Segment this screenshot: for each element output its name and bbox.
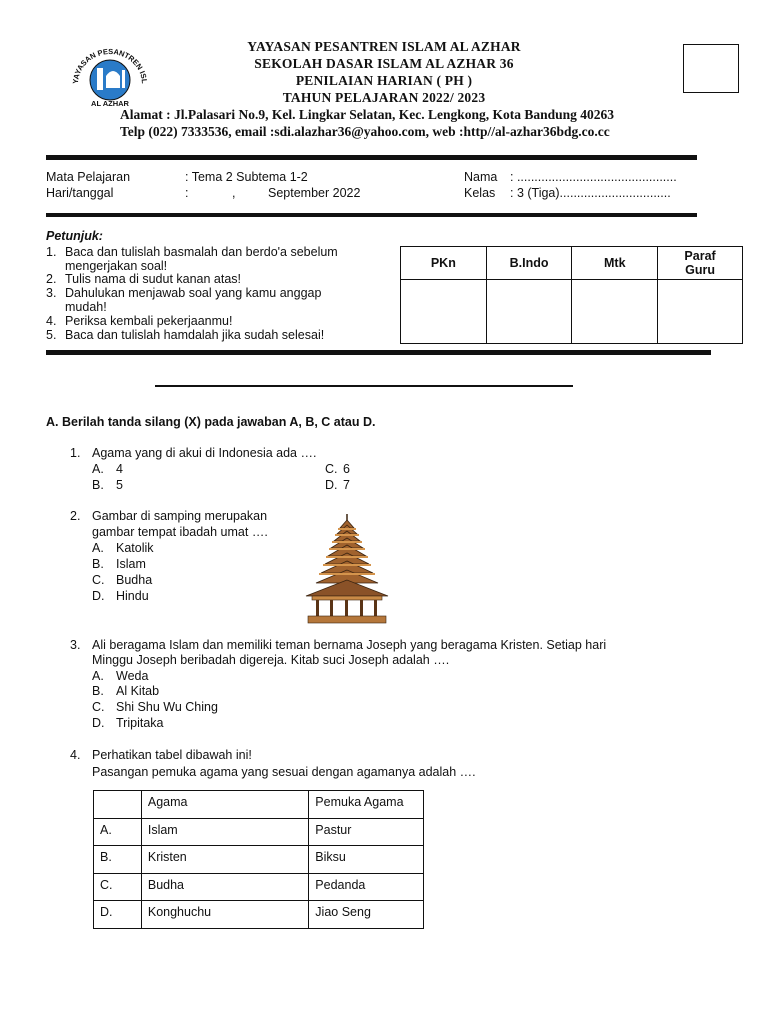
table-cell: Pastur — [309, 818, 424, 846]
question-text: gambar tempat ibadah umat …. — [92, 525, 268, 539]
score-table — [400, 246, 743, 344]
table-row — [94, 901, 424, 929]
question-number: 4. — [70, 748, 81, 762]
table-cell: Biksu — [309, 846, 424, 874]
table-header-cell — [94, 791, 142, 819]
option-d[interactable] — [92, 716, 164, 730]
score-header-bindo: B.Indo — [486, 247, 572, 280]
table-cell: Jiao Seng — [309, 901, 424, 929]
option-c[interactable] — [92, 700, 218, 714]
option-key: A. — [92, 541, 104, 555]
mapel-value: : Tema 2 Subtema 1-2 — [185, 170, 308, 184]
option-value: 5 — [116, 478, 123, 492]
pura-temple-icon — [302, 512, 392, 626]
option-c[interactable] — [325, 462, 350, 476]
score-header-pkn: PKn — [401, 247, 487, 280]
option-b[interactable] — [92, 557, 146, 571]
question-number: 2. — [70, 509, 81, 523]
question-number: 1. — [70, 446, 81, 460]
option-a[interactable] — [92, 541, 154, 555]
petunjuk-text: Baca dan tulislah basmalah dan berdo'a sebelum — [65, 245, 338, 259]
table-cell: Kristen — [141, 846, 308, 874]
table-cell: C. — [94, 873, 142, 901]
option-key: B. — [92, 557, 104, 571]
option-a[interactable] — [92, 669, 149, 683]
option-value: Shi Shu Wu Ching — [116, 700, 218, 714]
petunjuk-text: Periksa kembali pekerjaanmu! — [65, 314, 233, 328]
table-row — [94, 818, 424, 846]
table-cell: A. — [94, 818, 142, 846]
mapel-label: Mata Pelajaran — [46, 170, 131, 184]
religion-leader-table — [93, 790, 424, 929]
score-cell-mtk[interactable] — [572, 280, 658, 344]
petunjuk-num: 1. — [46, 245, 57, 259]
petunjuk-num: 2. — [46, 272, 57, 286]
score-cell-bindo[interactable] — [486, 280, 572, 344]
option-key: C. — [325, 462, 338, 476]
petunjuk-title: Petunjuk: — [46, 229, 103, 243]
petunjuk-text: Baca dan tulislah hamdalah jika sudah selesai! — [65, 328, 325, 342]
header-foundation: YAYASAN PESANTREN ISLAM AL AZHAR — [247, 39, 521, 54]
option-value: 6 — [343, 462, 350, 476]
option-key: D. — [325, 478, 338, 492]
petunjuk-num: 3. — [46, 286, 57, 300]
nama-label: Nama — [464, 170, 498, 184]
table-cell: Islam — [141, 818, 308, 846]
petunjuk-text: Tulis nama di sudut kanan atas! — [65, 272, 242, 286]
option-value: Katolik — [116, 541, 154, 555]
table-cell: D. — [94, 901, 142, 929]
question-text: Perhatikan tabel dibawah ini! — [92, 748, 252, 762]
kelas-field[interactable]: : 3 (Tiga)................................ — [510, 186, 671, 200]
option-value: Weda — [116, 669, 149, 683]
hari-separator: : — [185, 186, 189, 200]
option-value: 7 — [343, 478, 350, 492]
table-row — [94, 846, 424, 874]
option-key: C. — [92, 700, 105, 714]
table-cell: Budha — [141, 873, 308, 901]
header-assessment: PENILAIAN HARIAN ( PH ) — [295, 73, 473, 88]
option-value: Budha — [116, 573, 153, 587]
option-value: Al Kitab — [116, 684, 160, 698]
option-value: 4 — [116, 462, 123, 476]
header-divider — [46, 155, 697, 160]
header-school: SEKOLAH DASAR ISLAM AL AZHAR 36 — [254, 56, 514, 71]
question-text: Ali beragama Islam dan memiliki teman bernama Joseph yang beragama Kristen. Setiap hari — [92, 638, 607, 652]
student-number-box[interactable] — [683, 44, 739, 93]
question-text: Pasangan pemuka agama yang sesuai dengan agamanya adalah …. — [92, 765, 476, 779]
option-value: Islam — [116, 557, 146, 571]
question-number: 3. — [70, 638, 81, 652]
option-b[interactable] — [92, 478, 123, 492]
hari-value: September 2022 — [268, 186, 361, 200]
nama-field[interactable]: : .............................................. — [510, 170, 677, 184]
option-key: A. — [92, 462, 104, 476]
logo-text-top: YAYASAN PESANTREN ISL — [70, 46, 150, 85]
option-d[interactable] — [325, 478, 350, 492]
hari-label: Hari/tanggal — [46, 186, 114, 200]
option-key: B. — [92, 684, 104, 698]
table-header-cell: Pemuka Agama — [309, 791, 424, 819]
score-header-mtk: Mtk — [572, 247, 658, 280]
option-key: C. — [92, 573, 105, 587]
option-d[interactable] — [92, 589, 149, 603]
petunjuk-text: Dahulukan menjawab soal yang kamu anggap — [65, 286, 322, 300]
question-text: Gambar di samping merupakan — [92, 509, 268, 523]
option-a[interactable] — [92, 462, 123, 476]
table-cell: Konghuchu — [141, 901, 308, 929]
score-cell-pkn[interactable] — [401, 280, 487, 344]
header-year: TAHUN PELAJARAN 2022/ 2023 — [282, 90, 486, 105]
score-cell-paraf[interactable] — [658, 280, 743, 344]
score-header-paraf: Paraf Guru — [658, 247, 743, 280]
option-value: Hindu — [116, 589, 149, 603]
option-key: B. — [92, 478, 104, 492]
table-row — [94, 873, 424, 901]
petunjuk-text: mengerjakan soal! — [65, 259, 168, 273]
option-c[interactable] — [92, 573, 153, 587]
option-key: D. — [92, 589, 105, 603]
table-cell: B. — [94, 846, 142, 874]
petunjuk-num: 4. — [46, 314, 57, 328]
option-value: Tripitaka — [116, 716, 164, 730]
logo-text-bottom: AL AZHAR — [91, 99, 129, 108]
separator-line — [155, 385, 573, 387]
option-key: D. — [92, 716, 105, 730]
option-b[interactable] — [92, 684, 160, 698]
info-divider — [46, 213, 697, 217]
table-header-cell: Agama — [141, 791, 308, 819]
petunjuk-num: 5. — [46, 328, 57, 342]
kelas-label: Kelas — [464, 186, 496, 200]
petunjuk-text: mudah! — [65, 300, 107, 314]
option-key: A. — [92, 669, 104, 683]
petunjuk-divider — [46, 350, 711, 355]
table-cell: Pedanda — [309, 873, 424, 901]
header-contact: Telp (022) 7333536, email :sdi.alazhar36@yahoo.com, web :http//al-azhar36bdg.co.cc — [120, 124, 610, 139]
header-address: Alamat : Jl.Palasari No.9, Kel. Lingkar Selatan, Kec. Lengkong, Kota Bandung 40263 — [120, 107, 615, 122]
question-text: Agama yang di akui di Indonesia ada …. — [92, 446, 317, 460]
hari-comma: , — [232, 186, 236, 200]
question-text: Minggu Joseph beribadah digereja. Kitab suci Joseph adalah …. — [92, 653, 450, 667]
section-a-title: A. Berilah tanda silang (X) pada jawaban A, B, C atau D. — [46, 415, 376, 429]
